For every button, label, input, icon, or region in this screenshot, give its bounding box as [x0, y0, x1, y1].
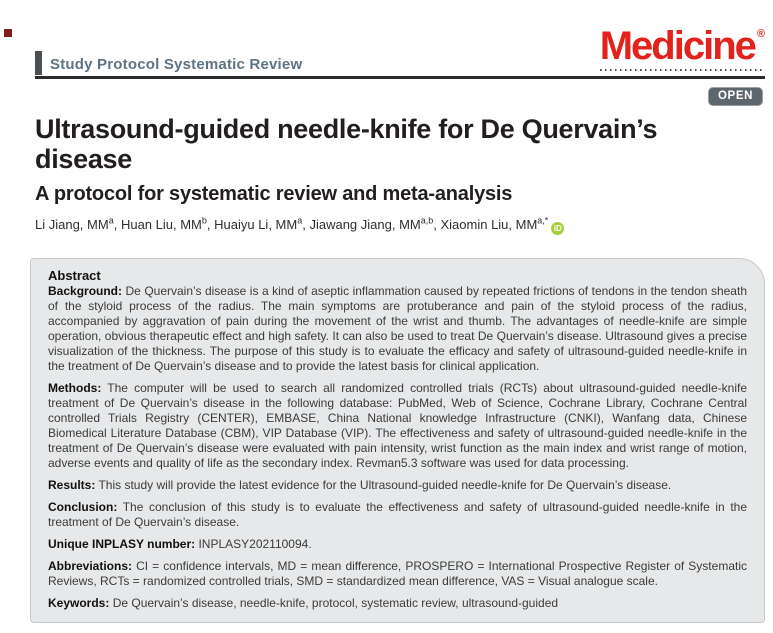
author: Huan Liu, $MM^b$, [120, 215, 215, 232]
abstract-section: Unique INPLASY number: INPLASY202110094. [48, 536, 312, 551]
category-label: Study Protocol Systematic Review [50, 56, 303, 73]
registered-mark: ® [756, 28, 765, 40]
orcid-icon[interactable]: iD [551, 222, 564, 235]
open-access-badge: OPEN [708, 87, 763, 106]
abstract-section: Methods: The computer will be used to search all randomized controlled trials (RCTs) about ultrasound-guided needle-knife treatment of De Quervain’s disease in the following database: PubMed, Web of Science, Cochrane Library, Cochrane Central controlled Trials Registry (CENTER), EMBASE, China National knowledge Infrastructure (CNKI), Wanfang data, Chinese Biomedical Literature Database (CBM), VIP Database (VIP). The effectiveness and safety of ultrasound-guided needle-knife in the treatment of De Quervain’s disease were evaluated with pain intensity, wrist function as the main index and wrist range of motion, adverse events and quality of life as the secondary index. Revman5.3 software was used for data processing. [48, 380, 747, 470]
article-subtitle: A protocol for systematic review and meta-analysis [35, 183, 513, 206]
corner-mark [4, 29, 12, 37]
badge-row [0, 87, 763, 106]
abstract-section: Background: De Quervain’s disease is a kind of aseptic inflammation caused by repeated frictions of tendons in the tendon sheath of the styloid process of the radius. The main symptoms are protuberance and pain of the styloid process of the radius, accompanied by aggravation of pain during the movement of the wrist and thumb. The advantages of needle-knife are simple operation, obvious therapeutic effect and high safety. It can also be used to treat De Quervain’s disease. Ultrasound gives a precise visualization of the thickness. The purpose of this study is to evaluate the efficacy and safety of ultrasound-guided needle-knife in the treatment of De Quervain’s disease and to provide the latest basis for clinical application. [48, 283, 747, 373]
abstract-section-label: Unique INPLASY number: [48, 536, 196, 551]
abstract-section: Results: This study will provide the latest evidence for the Ultrasound-guided needle-knife for De Quervain’s disease. [48, 477, 672, 492]
author: Li Jiang, $MM^a$, [35, 215, 121, 232]
abstract-section: Abbreviations: CI = confidence intervals, MD = mean difference, PROSPERO = International Prospective Register of Systematic Reviews, RCTs = randomized controlled trials, SMD = standardized mean difference, VAS = Visual analogue scale. [48, 558, 747, 588]
author: Huaiyu Li, $MM^a$, [214, 215, 310, 232]
journal-logo-text: Medicine ® [599, 24, 765, 68]
abstract-section-label: Keywords: [48, 595, 110, 610]
article-title: Ultrasound-guided needle-knife for De Quervain’s disease [35, 114, 658, 175]
category-bar [35, 51, 42, 75]
abstract-box [30, 258, 765, 623]
abstract-section-label: Methods: [48, 380, 102, 395]
author: Jiawang Jiang, MM$^{a,b}$, [309, 215, 441, 232]
abstract-heading: Abstract [48, 267, 101, 283]
page-header [35, 26, 765, 79]
author: Xiaomin Liu, $MM^{a,*}$ [440, 215, 549, 232]
abstract-section-label: Results: [48, 477, 96, 492]
logo-dotted-rule [600, 69, 765, 71]
author-line [35, 215, 738, 234]
article-category [35, 51, 302, 76]
abstract-section-label: Background: [48, 283, 123, 298]
author-list [35, 217, 548, 232]
abstract-section-label: Conclusion: [48, 499, 118, 514]
page [0, 26, 773, 633]
abstract-section-label: Abbreviations: [48, 558, 133, 573]
abstract-sections [48, 284, 747, 611]
abstract-section: Conclusion: The conclusion of this study is to evaluate the effectiveness and safety of ultrasound-guided needle-knife in the treatment of De Quervain’s disease. [48, 499, 747, 529]
journal-logo [600, 26, 765, 71]
abstract-section: Keywords: De Quervain’s disease, needle-knife, protocol, systematic review, ultrasound-guided [48, 595, 559, 610]
